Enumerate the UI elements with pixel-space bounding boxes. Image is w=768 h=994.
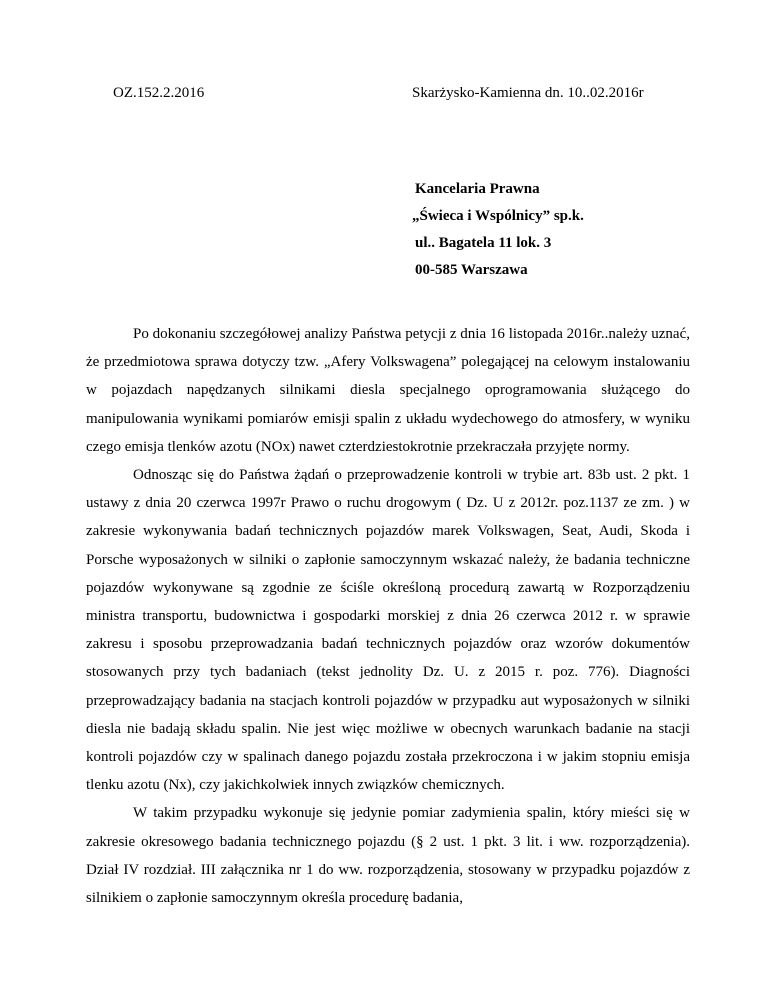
document-reference-number: OZ.152.2.2016 bbox=[113, 85, 205, 101]
recipient-name: Kancelaria Prawna bbox=[415, 181, 540, 197]
body-paragraph-1: Po dokonaniu szczegółowej analizy Państwa petycji z dnia 16 listopada 2016r..należy uznać, że przedmiotowa sprawa dotyczy tzw. „Afery Volkswagena” polegającej na celowym instalowaniu w pojazdach napędzanych silnikami diesla specjalnego oprogramowania służącego do manipulowania wynikami pomiarów emisji spalin z układu wydechowego do atmosfery, w wyniku czego emisja tlenków azotu (NOx) nawet czterdziestokrotnie przekraczała przyjęte normy. bbox=[86, 326, 690, 455]
body-paragraph-3: W takim przypadku wykonuje się jedynie pomiar zadymienia spalin, który mieści się w zakresie okresowego badania technicznego pojazdu (§ 2 ust. 1 pkt. 3 lit. i ww. rozporządzenia). Dział IV rozdział. III załącznika nr 1 do ww. rozporządzenia, stosowany w przypadku pojazdów z silnikiem o zapłonie samoczynnym określa procedurę badania, bbox=[86, 805, 690, 907]
place-and-date: Skarżysko-Kamienna dn. 10..02.2016r bbox=[412, 85, 644, 101]
recipient-address-block bbox=[412, 180, 584, 288]
recipient-street: ul.. Bagatela 11 lok. 3 bbox=[415, 235, 552, 251]
recipient-firm: „Świeca i Wspólnicy” sp.k. bbox=[412, 208, 584, 224]
letter-body bbox=[86, 320, 690, 912]
recipient-city: 00-585 Warszawa bbox=[415, 262, 528, 278]
body-paragraph-2: Odnosząc się do Państwa żądań o przeprowadzenie kontroli w trybie art. 83b ust. 2 pkt. 1 ustawy z dnia 20 czerwca 1997r Prawo o ruchu drogowym ( Dz. U z 2012r. poz.1137 ze zm. ) w zakresie wykonywania badań technicznych pojazdów marek Volkswagen, Seat, Audi, Skoda i Porsche wyposażonych w silniki o zapłonie samoczynnym wskazać należy, że badania techniczne pojazdów wykonywane są zgodnie ze ściśle określoną procedurą zawartą w Rozporządzeniu ministra transportu, budownictwa i gospodarki morskiej z dnia 26 czerwca 2012 r. w sprawie zakresu i sposobu przeprowadzania badań technicznych pojazdów oraz wzorów dokumentów stosowanych przy tych badaniach (tekst jednolity Dz. U. z 2015 r. poz. 776). Diagności przeprowadzający badania na stacjach kontroli pojazdów w przypadku aut wyposażonych w silniki diesla nie badają składu spalin. Nie jest więc możliwe w obecnych warunkach badanie na stacji kontroli pojazdów czy w spalinach danego pojazdu została przekroczona i w jakim stopniu emisja tlenku azotu (Nx), czy jakichkolwiek innych związków chemicznych. bbox=[86, 467, 690, 794]
